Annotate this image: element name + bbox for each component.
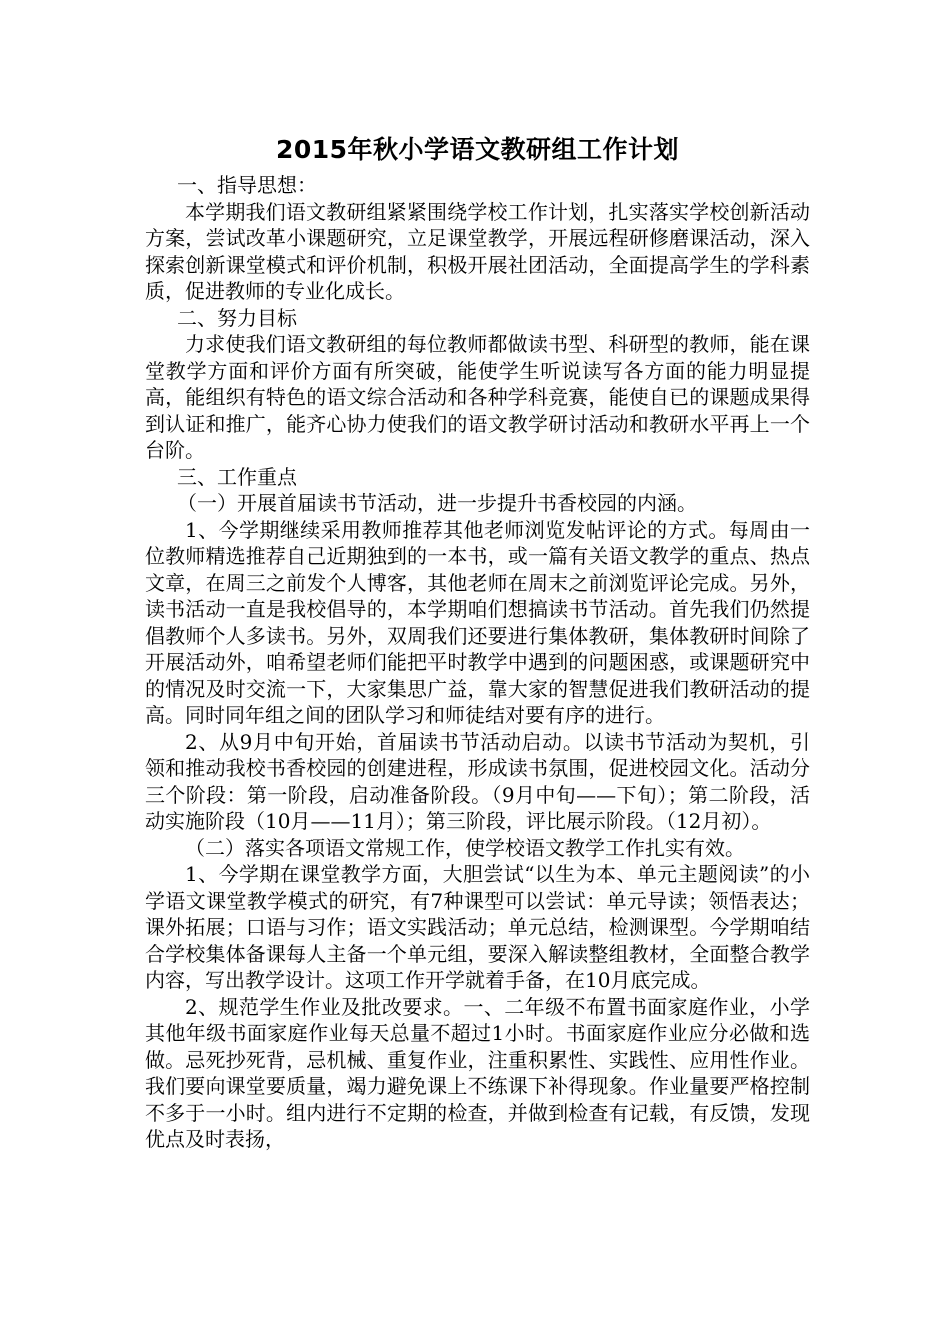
paragraph-routine-item-1: 1、今学期在课堂教学方面，大胆尝试“以生为本、单元主题阅读”的小学语文课堂教学模式的研究，有7种课型可以尝试：单元导读；领悟表达；课外拓展；口语与习作；语文实践活动；单元总结，检测课型。今学期咱结合学校集体备课每人主备一个单元组，要深入解读整组教材，全面整合教学内容，写出教学设计。这项工作开学就着手备，在10月底完成。: [145, 862, 810, 992]
section-heading-goals: 二、努力目标: [177, 305, 297, 330]
paragraph-goals: 力求使我们语文教研组的每位教师都做读书型、科研型的教师，能在课堂教学方面和评价方面有所突破，能使学生听说读写各方面的能力明显提高，能组织有特色的语文综合活动和各种学科竞赛，能使自已的课题成果得到认证和推广，能齐心协力使我们的语文教学研讨活动和教研水平再上一个台阶。: [145, 332, 810, 462]
paragraph-guiding-thought: 本学期我们语文教研组紧紧围绕学校工作计划，扎实落实学校创新活动方案，尝试改革小课题研究，立足课堂教学，开展远程研修磨课活动，深入探索创新课堂模式和评价机制，积极开展社团活动，全面提高学生的学科素质，促进教师的专业化成长。: [145, 199, 810, 303]
paragraph-reading-item-2: 2、从9月中旬开始，首届读书节活动启动。以读书节活动为契机，引领和推动我校书香校园的创建进程，形成读书氛围，促进校园文化。活动分三个阶段：第一阶段，启动准备阶段。（9月中旬——下旬）；第二阶段，活动实施阶段（10月——11月）；第三阶段，评比展示阶段。（12月初）。: [145, 729, 810, 833]
section-heading-key-work: 三、工作重点: [177, 464, 297, 489]
subheading-reading-festival: （一）开展首届读书节活动，进一步提升书香校园的内涵。: [177, 491, 697, 515]
subheading-routine-work: （二）落实各项语文常规工作，使学校语文教学工作扎实有效。: [185, 835, 745, 860]
section-heading-guiding-thought: 一、指导思想：: [177, 173, 317, 197]
paragraph-routine-item-2: 2、规范学生作业及批改要求。一、二年级不布置书面家庭作业，小学其他年级书面家庭作业每天总量不超过1小时。书面家庭作业应分必做和选做。忌死抄死背，忌机械、重复作业，注重积累性、实践性、应用性作业。我们要向课堂要质量，竭力避免课上不练课下补得现象。作业量要严格控制不多于一小时。组内进行不定期的检查，并做到检查有记载，有反馈，发现优点及时表扬，: [145, 994, 810, 1151]
document-page: [145, 130, 810, 1153]
paragraph-reading-item-1: 1、今学期继续采用教师推荐其他老师浏览发帖评论的方式。每周由一位教师精选推荐自己近期独到的一本书，或一篇有关语文教学的重点、热点文章，在周三之前发个人博客，其他老师在周末之前浏览评论完成。另外，读书活动一直是我校倡导的，本学期咱们想搞读书节活动。首先我们仍然提倡教师个人多读书。另外，双周我们还要进行集体教研，集体教研时间除了开展活动外，咱希望老师们能把平时教学中遇到的问题困惑，或课题研究中的情况及时交流一下，大家集思广益，靠大家的智慧促进我们教研活动的提高。同时同年组之间的团队学习和师徒结对要有序的进行。: [145, 517, 810, 727]
document-title: 2015年秋小学语文教研组工作计划: [275, 135, 680, 164]
document-body: [145, 172, 810, 1153]
